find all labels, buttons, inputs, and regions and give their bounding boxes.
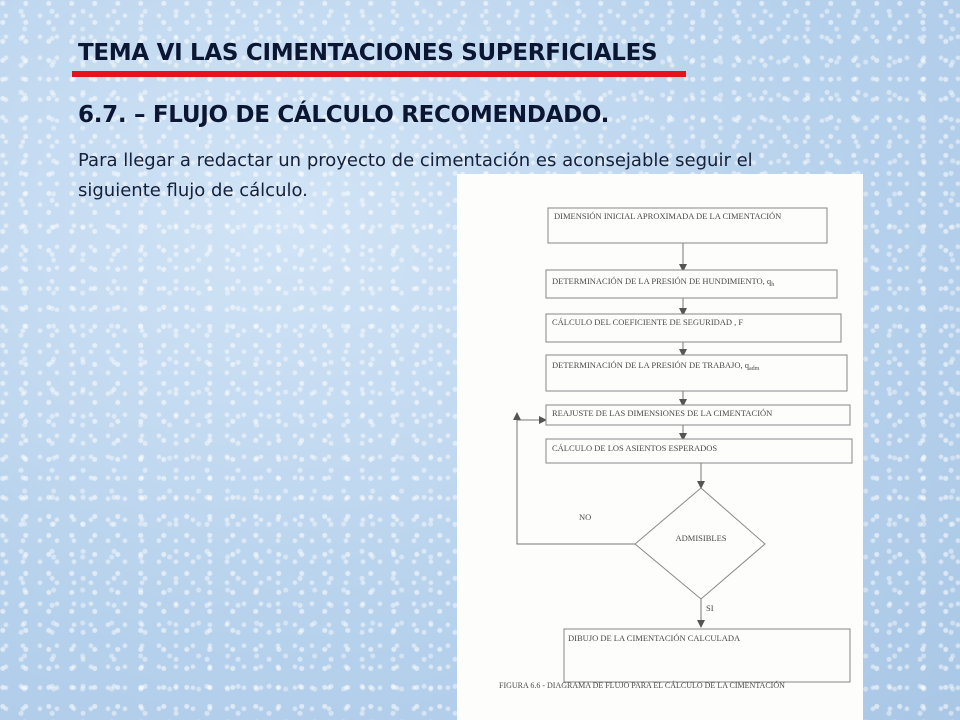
step2-label: DETERMINACIÓN DE LA PRESIÓN DE HUNDIMIENTO, $q_h$ bbox=[552, 276, 775, 288]
decision-label: ADMISIBLES bbox=[675, 533, 727, 543]
intro-line-2: siguiente flujo de cálculo. bbox=[78, 180, 308, 201]
slide-title: TEMA VI LAS CIMENTACIONES SUPERFICIALES bbox=[78, 40, 658, 66]
yes-label: SI bbox=[706, 603, 714, 613]
title-underline bbox=[72, 71, 686, 77]
flowchart-diagram bbox=[457, 174, 863, 720]
step1-label: DIMENSIÓN INICIAL APROXIMADA DE LA CIMENTACIÓN bbox=[554, 211, 782, 221]
no-label: NO bbox=[579, 512, 592, 522]
step6-label: CÁLCULO DE LOS ASIENTOS ESPERADOS bbox=[552, 443, 718, 453]
intro-line-1: Para llegar a redactar un proyecto de cimentación es aconsejable seguir el bbox=[78, 150, 753, 171]
figure-caption: FIGURA 6.6 - DIAGRAMA DE FLUJO PARA EL CÁLCULO DE LA CIMENTACIÓN bbox=[499, 681, 785, 690]
section-heading: 6.7. – FLUJO DE CÁLCULO RECOMENDADO. bbox=[78, 102, 610, 128]
step5-label: REAJUSTE DE LAS DIMENSIONES DE LA CIMENTACIÓN bbox=[552, 408, 773, 418]
decision-diamond bbox=[635, 488, 765, 599]
flowchart-figure bbox=[457, 174, 863, 720]
step4-label: DETERMINACIÓN DE LA PRESIÓN DE TRABAJO, $q_{adm}$ bbox=[552, 360, 760, 372]
step7-label: DIBUJO DE LA CIMENTACIÓN CALCULADA bbox=[568, 633, 741, 643]
step3-label: CÁLCULO DEL COEFICIENTE DE SEGURIDAD , F bbox=[552, 317, 744, 327]
